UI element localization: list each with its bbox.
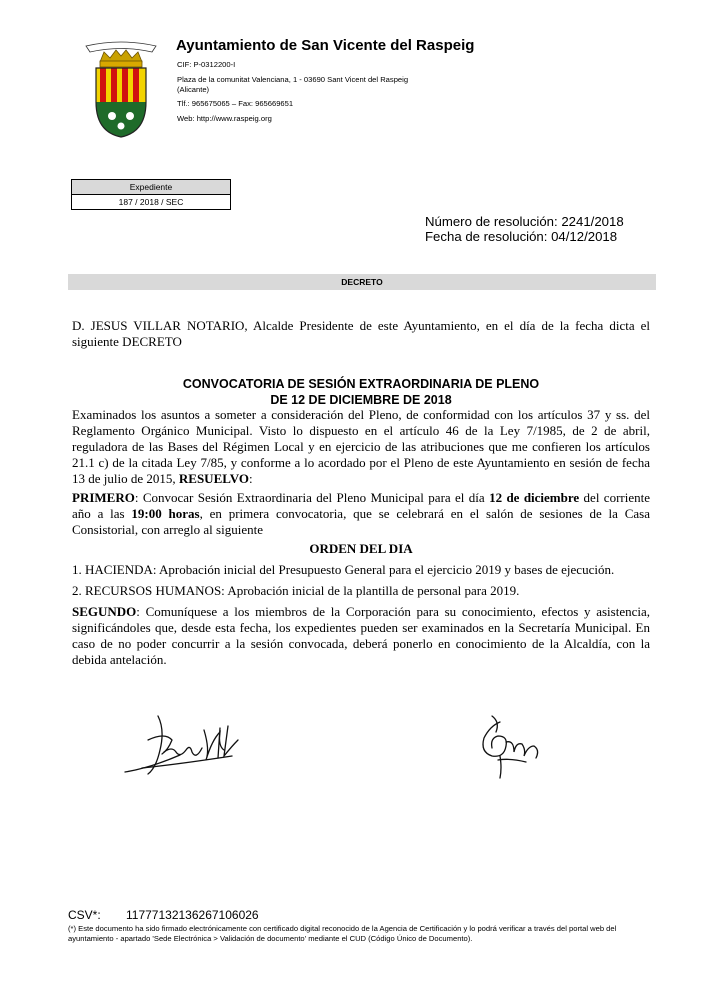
examinados-text: Examinados los asuntos a someter a consideración del Pleno, de conformidad con los artículos 37 y ss. del Reglamento Orgánico Municipal. Visto lo dispuesto en el artículo 46 de la Ley 7/1985, de 2 de abril, reguladora de las Bases del Régimen Local y en ejercicio de las atribuciones que me confieren los artículos 21.1 c) de la citada Ley 7/85, y conforme a lo acordado por el Pleno de este Ayuntamiento en sesión de fecha 13 de julio de 2015, xyxy=(72,407,650,486)
csv-label: CSV*: xyxy=(68,908,101,922)
agenda-item-1: 1. HACIENDA: Aprobación inicial del Presupuesto General para el ejercicio 2019 y bases de ejecución. xyxy=(72,562,615,577)
expediente-label: Expediente xyxy=(72,180,230,195)
primero-date: 12 de diciembre xyxy=(489,490,580,505)
expediente-value: 187 / 2018 / SEC xyxy=(118,197,184,207)
cif-number: CIF: P-0312200-I xyxy=(177,60,236,69)
primero-text-a: : Convocar Sesión Extraordinaria del Pleno Municipal para el día xyxy=(134,490,490,505)
expediente-box xyxy=(71,179,231,210)
address: Plaza de la comunitat Valenciana, 1 - 03690 Sant Vicent del Raspeig (Alicante) xyxy=(177,75,409,94)
primero-time: 19:00 horas xyxy=(131,506,200,521)
agenda-item-2: 2. RECURSOS HUMANOS: Aprobación inicial de la plantilla de personal para 2019. xyxy=(72,583,520,598)
document-title-line2: DE 12 DE DICIEMBRE DE 2018 xyxy=(270,393,452,407)
organization-name: Ayuntamiento de San Vicente del Raspeig xyxy=(176,37,475,54)
intro-paragraph: D. JESUS VILLAR NOTARIO, Alcalde Presidente de este Ayuntamiento, en el día de la fecha dicta el siguiente DECRETO xyxy=(72,318,650,349)
primero-paragraph xyxy=(72,490,650,538)
signature-mayor-icon xyxy=(120,710,245,780)
primero-text-b: del corriente año a las xyxy=(72,490,650,521)
signature-secretary-icon xyxy=(470,712,550,782)
segundo-text: : Comuníquese a los miembros de la Corporación para su conocimiento, efectos y asistencia, significándoles que, desde esta fecha, los expedientes pueden ser examinados en la Secretaría Municipal. En caso de no poder concurrir a la sesión convocada, deberá ponerlo en conocimiento de la Alcaldía, con la debida antelación. xyxy=(72,604,650,667)
examinados-paragraph xyxy=(72,407,650,487)
resolution-date: Fecha de resolución: 04/12/2018 xyxy=(425,229,618,244)
csv-value: 11777132136267106026 xyxy=(126,908,259,922)
orden-del-dia-title: ORDEN DEL DIA xyxy=(309,541,413,556)
footnote: (*) Este documento ha sido firmado electrónicamente con certificado digital reconocido de la Agencia de Certificación y lo podrá verificar a través del portal web del ayuntamiento - apartado 'Sede Electrónica > Validación de documento' mediante el CUD (Código Único de Documento). xyxy=(68,924,617,943)
primero-label: PRIMERO xyxy=(72,490,135,505)
primero-text-c: , en primera convocatoria, que se celebrará en el salón de sesiones de la Casa Consistorial, con arreglo al siguiente xyxy=(72,506,650,537)
resuelvo-tail: : xyxy=(248,471,253,486)
section-label: DECRETO xyxy=(68,274,656,290)
coat-of-arms-icon xyxy=(80,40,162,140)
resuelvo-label: RESUELVO xyxy=(178,471,249,486)
resolution-number: Número de resolución: 2241/2018 xyxy=(425,214,624,229)
phone-fax: Tlf.: 965675065 – Fax: 965669651 xyxy=(177,99,294,108)
segundo-paragraph xyxy=(72,604,650,668)
website: Web: http://www.raspeig.org xyxy=(177,114,272,123)
document-title-line1: CONVOCATORIA DE SESIÓN EXTRAORDINARIA DE PLENO xyxy=(182,377,540,391)
segundo-label: SEGUNDO xyxy=(72,604,137,619)
